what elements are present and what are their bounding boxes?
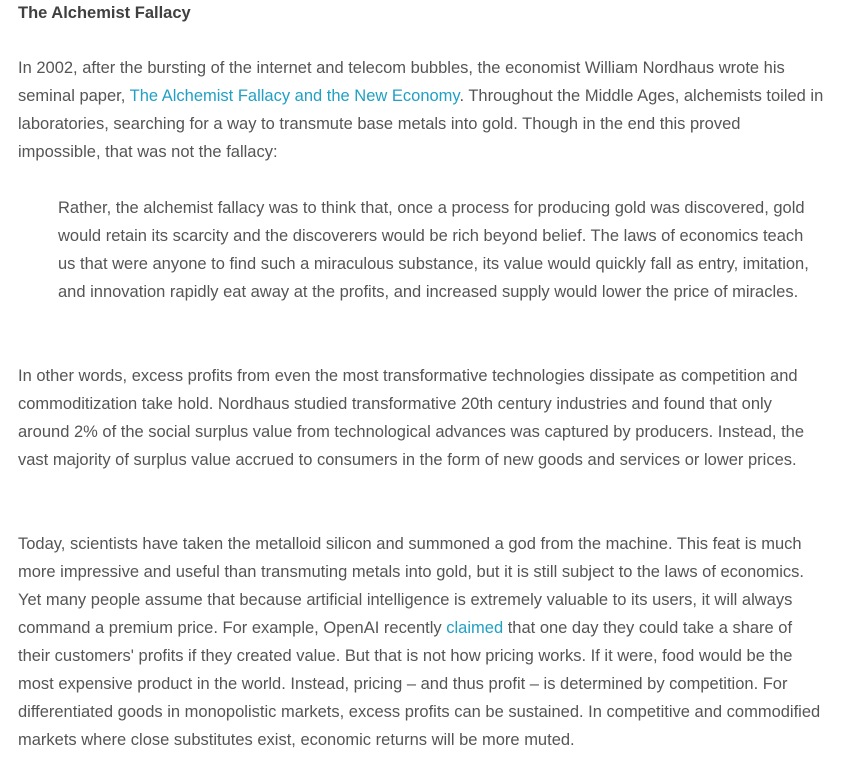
paragraph-today xyxy=(18,530,824,754)
article-section-title: The Alchemist Fallacy xyxy=(18,4,191,22)
blockquote: Rather, the alchemist fallacy was to think that, once a process for producing gold was discovered, gold would retain its scarcity and the discoverers would be rich beyond belief. The laws of economics teach us that were anyone to find such a miraculous substance, its value would quickly fall as entry, imitation, and innovation rapidly eat away at the profits, and increased supply would lower the price of miracles. xyxy=(58,199,809,301)
claimed-link[interactable]: claimed xyxy=(446,619,504,637)
paragraph-intro-text-1: In 2002, after the bursting of the internet and telecom bubbles, the economist William Nordhaus wrote his seminal paper, xyxy=(18,59,785,105)
paragraph-other-words: In other words, excess profits from even the most transformative technologies dissipate as competition and commoditization take hold. Nordhaus studied transformative 20th century industries and found that only around 2% of the social surplus value from technological advances was captured by producers. Instead, the vast majority of surplus value accrued to consumers in the form of new goods and services or lower prices. xyxy=(18,367,805,469)
paragraph-intro xyxy=(18,54,824,166)
paragraph-today-text-2: that one day they could take a share of their customers' profits if they created value. But that is not how pricing works. If it were, food would be the most expensive product in the world. Instead, pricing – and thus profit – is determined by competition. For differentiated goods in monopolistic markets, excess profits can be sustained. In competitive and commodified markets where close substitutes exist, economic returns will be more muted. xyxy=(18,619,821,749)
alchemist-fallacy-paper-link[interactable]: The Alchemist Fallacy and the New Economy xyxy=(129,87,460,105)
paragraph-intro-text-2: . Throughout the Middle Ages, alchemists toiled in laboratories, searching for a way to transmute base metals into gold. Though in the end this proved impossible, that was not the fallacy: xyxy=(18,87,824,161)
paragraph-today-text-1: Today, scientists have taken the metalloid silicon and summoned a god from the machine. This feat is much more impressive and useful than transmuting metals into gold, but it is still subject to the laws of economics. Yet many people assume that because artificial intelligence is extremely valuable to its users, it will always command a premium price. For example, OpenAI recently xyxy=(18,535,804,637)
